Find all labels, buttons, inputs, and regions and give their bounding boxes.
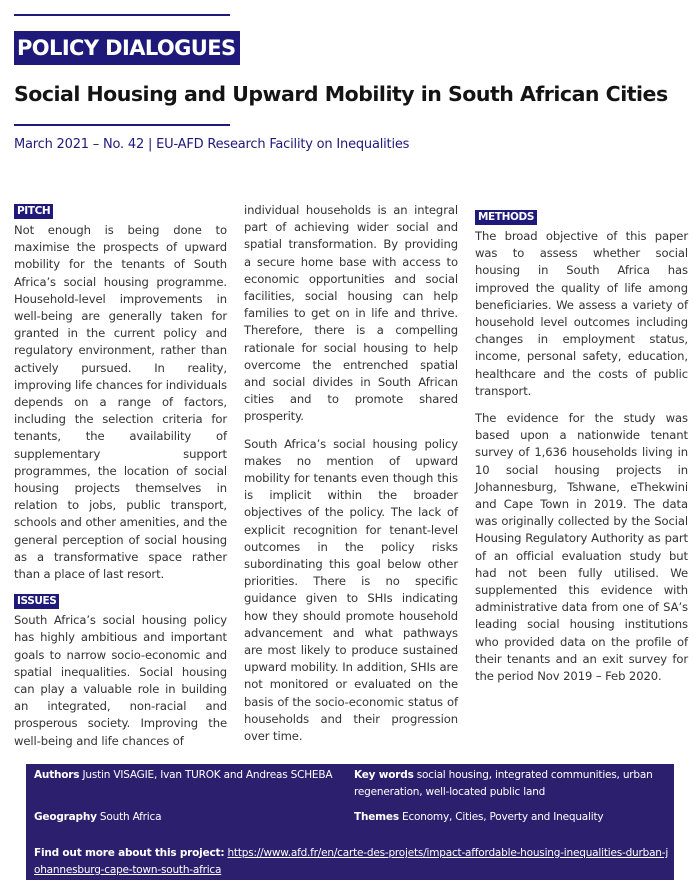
authors-value: Justin VISAGIE, Ivan TUROK and Andreas SCHEBA (82, 769, 333, 781)
metadata-footer (26, 764, 674, 880)
document-title: Social Housing and Upward Mobility in South African Cities (14, 82, 668, 106)
project-link-label: Find out more about this project: (34, 847, 225, 859)
top-divider (14, 14, 230, 16)
keywords-field (354, 767, 664, 800)
methods-text-2: The evidence for the study was based upon a nationwide tenant survey of 1,636 households living in 10 social housing projects in Johannesburg, Tshwane, eThekwini and Cape Town in 2019. The data was originally collected by the Social Housing Regulatory Authority as part of an official evaluation study but had not been fully utilised. We supplemented this evidence with administrative data from one of SA’s leading social housing institutions who provided data on the profile of their tenants and an exit survey for the period Nov 2019 – Feb 2020. (475, 411, 688, 684)
column-3 (475, 208, 688, 685)
geography-label: Geography (34, 811, 97, 823)
section-label-issues: ISSUES (14, 594, 59, 609)
pitch-text: Not enough is being done to maximise the prospects of upward mobility for the tenants of South Africa’s social housing programme. Household-level improvements in well-being are generally taken for granted in the current policy and regulatory environment, rather than actively pursued. In reality, improving life chances for individuals depends on a range of factors, including the selection criteria for tenants, the availability of supplementary support programmes, the location of social housing projects themselves in relation to jobs, public transport, schools and other amenities, and the general perception of social housing as a transformative space rather than a place of last resort. (14, 223, 227, 582)
issues-text-part2: individual households is an integral part of achieving wider social and spatial transformation. By providing a secure home base with access to economic opportunities and social facilities, social housing can help families to get on in life and thrive. Therefore, there is a compelling rationale for social housing to help overcome the entrenched spatial and social divides in South African cities and to promote shared prosperity. (244, 203, 458, 424)
column-1 (14, 202, 227, 750)
project-link[interactable]: https://www.afd.fr/en/carte-des-projets/impact-affordable-housing-inequalities-durban-johannesburg-cape-town-south-africa (34, 847, 669, 876)
themes-label: Themes (354, 811, 399, 823)
issue-info: March 2021 – No. 42 | EU-AFD Research Facility on Inequalities (14, 137, 410, 152)
authors-label: Authors (34, 769, 80, 781)
column-2 (244, 202, 458, 745)
section-label-methods: METHODS (475, 210, 537, 225)
series-badge: POLICY DIALOGUES (14, 31, 240, 65)
issues-text-part3: South Africa’s social housing policy makes no mention of upward mobility for tenants even though this is implicit within the broader objectives of the policy. The lack of explicit recognition for tenant-level outcomes in the policy risks subordinating this goal below other priorities. There is no specific guidance given to SHIs indicating how they should promote household advancement and what pathways are most likely to produce sustained upward mobility. In addition, SHIs are not monitored or evaluated on the basis of the socio-economic status of households and their progression over time. (244, 436, 458, 744)
geography-value: South Africa (99, 811, 162, 823)
title-divider (14, 124, 230, 126)
methods-text-1: The broad objective of this paper was to assess whether social housing in South Africa has improved the quality of life among beneficiaries. We assess a variety of household level outcomes including changes in employment status, income, personal safety, education, healthcare and the costs of public transport. (475, 229, 688, 398)
themes-field (354, 809, 664, 826)
project-link-field (34, 845, 670, 878)
geography-field (34, 809, 344, 826)
authors-field (34, 767, 344, 784)
keywords-label: Key words (354, 769, 414, 781)
section-label-pitch: PITCH (14, 204, 53, 219)
issues-text-part1: South Africa’s social housing policy has highly ambitious and important goals to narrow socio-economic and spatial inequalities. Social housing can play a valuable role in building an integrated, non-racial and prosperous society. Improving the well-being and life chances of (14, 613, 227, 748)
keywords-value: social housing, integrated communities, urban regeneration, well-located public land (354, 769, 653, 798)
themes-value: Economy, Cities, Poverty and Inequality (402, 811, 604, 823)
